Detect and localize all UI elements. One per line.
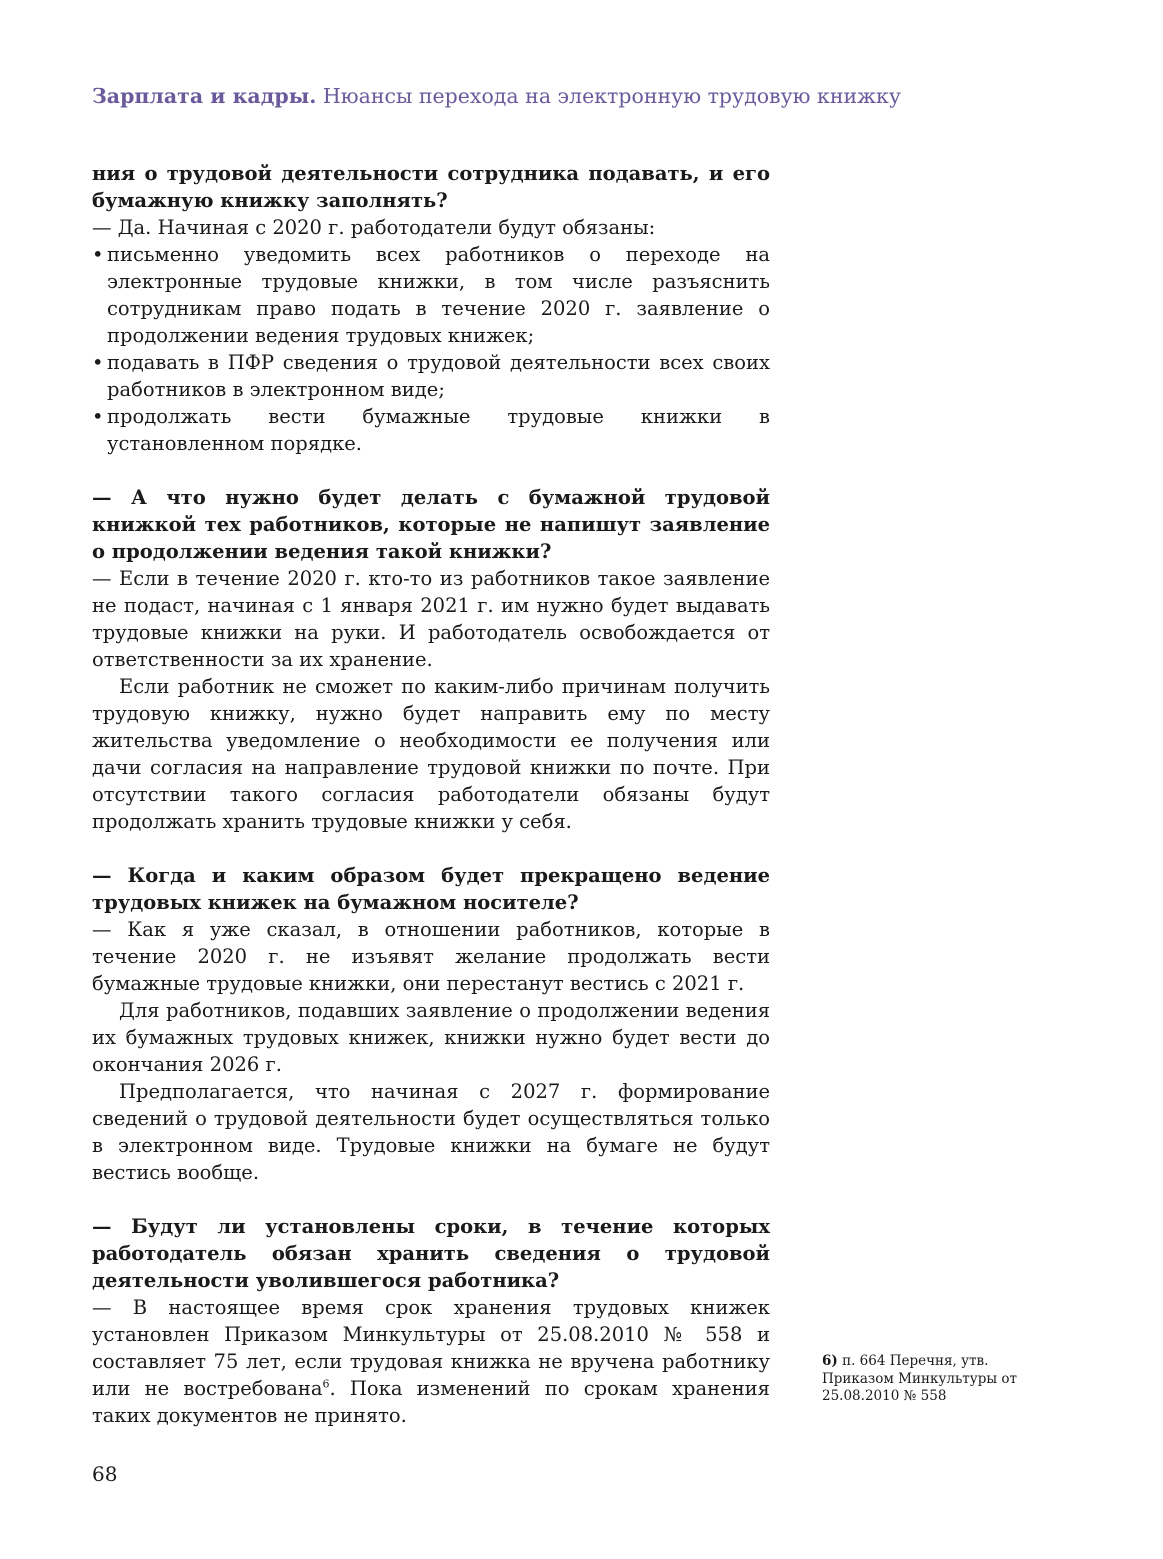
footnote-reference: 6	[322, 1377, 330, 1391]
answer-4-paragraph	[92, 1294, 770, 1429]
answer-1-bullet-list	[92, 241, 770, 457]
list-item-text: продолжать вести бумажные трудовые книжки в установленном порядке.	[107, 405, 770, 455]
main-text-column	[92, 160, 770, 1429]
list-item	[92, 403, 770, 457]
bullet-icon: •	[92, 243, 104, 266]
answer-3-paragraph-2: Для работников, подавших заявление о продолжении ведения их бумажных трудовых книжек, книжки нужно будет вести до окончания 2026 г.	[92, 999, 770, 1076]
question-2: — А что нужно будет делать с бумажной трудовой книжкой тех работников, которые не напишут заявление о продолжении ведения такой книжки?	[92, 486, 770, 563]
question-3: — Когда и каким образом будет прекращено ведение трудовых книжек на бумажном носителе?	[92, 864, 770, 914]
answer-2-paragraph-2: Если работник не сможет по каким-либо причинам получить трудовую книжку, нужно будет направить ему по месту жительства уведомление о необходимости ее получения или дачи согласия на направление трудовой книжки по почте. При отсутствии такого согласия работодатели обязаны будут продолжать хранить трудовые книжки у себя.	[92, 675, 770, 833]
sidenote-number: 6)	[822, 1353, 838, 1369]
answer-1-intro: — Да. Начиная с 2020 г. работодатели будут обязаны:	[92, 216, 656, 239]
header-title: Нюансы перехода на электронную трудовую книжку	[322, 84, 901, 108]
sidenote-text: п. 664 Перечня, утв. Приказом Минкультуры от 25.08.2010 № 558	[822, 1353, 1017, 1404]
question-4: — Будут ли установлены сроки, в течение которых работодатель обязан хранить сведения о трудовой деятельности уволившегося работника?	[92, 1215, 770, 1292]
bullet-icon: •	[92, 405, 104, 428]
list-item	[92, 241, 770, 349]
running-header	[92, 84, 992, 108]
answer-3-paragraph-1: — Как я уже сказал, в отношении работников, которые в течение 2020 г. не изъявят желание продолжать вести бумажные трудовые книжки, они перестанут вестись с 2021 г.	[92, 918, 770, 995]
list-item-text: подавать в ПФР сведения о трудовой деятельности всех своих работников в электронном виде;	[107, 351, 770, 401]
list-item-text: письменно уведомить всех работников о переходе на электронные трудовые книжки, в том числе разъяснить сотрудникам право подать в течение 2020 г. заявление о продолжении ведения трудовых книжек;	[107, 243, 770, 347]
answer-3-paragraph-3: Предполагается, что начиная с 2027 г. формирование сведений о трудовой деятельности будет осуществляться только в электронном виде. Трудовые книжки на бумаге не будут вестись вообще.	[92, 1080, 770, 1184]
page-number: 68	[92, 1462, 118, 1486]
question-1-continuation: ния о трудовой деятельности сотрудника подавать, и его бумажную книжку заполнять?	[92, 162, 770, 212]
list-item	[92, 349, 770, 403]
sidenote	[822, 1353, 1052, 1406]
answer-2-paragraph-1: — Если в течение 2020 г. кто-то из работников такое заявление не подаст, начиная с 1 января 2021 г. им нужно будет выдавать трудовые книжки на руки. И работодатель освобождается от ответственности за их хранение.	[92, 567, 770, 671]
header-section: Зарплата и кадры.	[92, 84, 317, 108]
answer-4-text-after: . Пока изменений по срокам хранения таких документов не принято.	[92, 1377, 770, 1427]
bullet-icon: •	[92, 351, 104, 374]
answer-4-text-before: — В настоящее время срок хранения трудовых книжек установлен Приказом Минкультуры от 25.08.2010 № 558 и составляет 75 лет, если трудовая книжка не вручена работнику или не востребована	[92, 1296, 770, 1400]
